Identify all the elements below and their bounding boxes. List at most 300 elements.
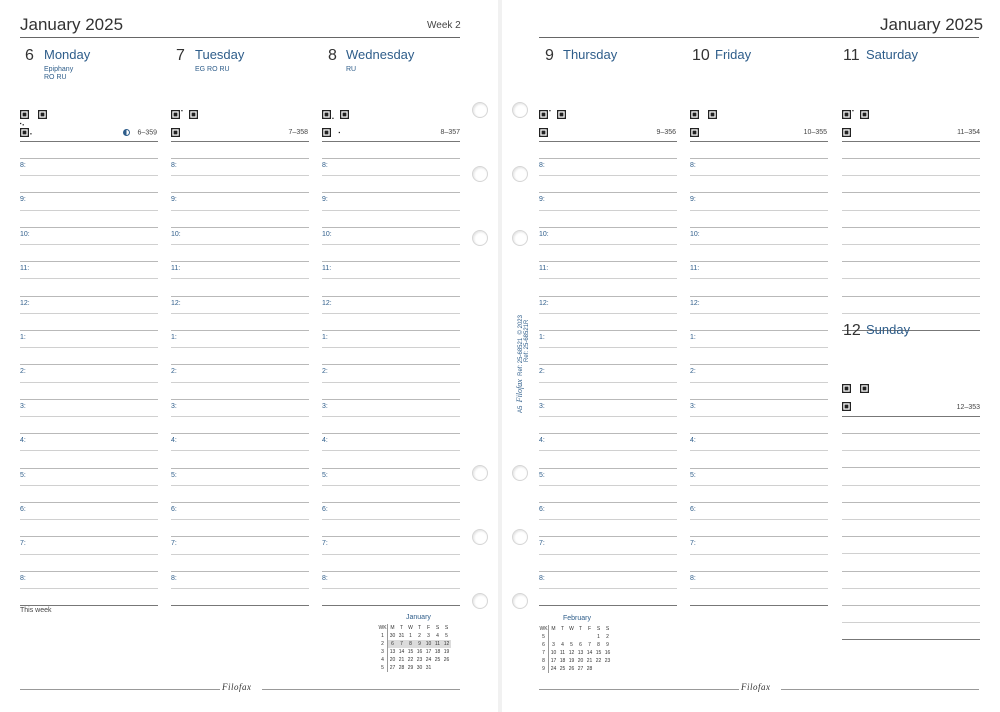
half-hour-rule xyxy=(20,485,158,486)
half-hour-rule xyxy=(690,382,828,383)
hour-rule xyxy=(322,227,460,228)
hour-rule xyxy=(20,364,158,365)
hour-rule xyxy=(842,571,980,572)
mini-cal-day: 5 xyxy=(445,633,448,639)
footer-rule xyxy=(262,689,460,690)
qr-rule xyxy=(842,141,980,142)
qr-code-icon xyxy=(842,110,869,137)
half-hour-rule xyxy=(690,450,828,451)
half-hour-rule xyxy=(539,210,677,211)
day-name: Wednesday xyxy=(346,47,415,62)
mini-cal-header: T xyxy=(399,625,404,631)
hour-rule xyxy=(842,433,980,434)
hour-rule xyxy=(322,433,460,434)
half-hour-rule xyxy=(20,313,158,314)
mini-cal-header: M xyxy=(551,626,556,632)
half-hour-rule xyxy=(690,347,828,348)
half-hour-rule xyxy=(322,278,460,279)
hour-rule xyxy=(322,330,460,331)
hour-rule xyxy=(171,468,309,469)
half-hour-rule xyxy=(842,210,980,211)
hour-label: 3: xyxy=(171,402,177,410)
half-hour-rule xyxy=(322,519,460,520)
day-number: 10 xyxy=(692,47,710,64)
qr-rule xyxy=(171,141,309,142)
mini-cal-day: 24 xyxy=(425,657,432,663)
half-hour-rule xyxy=(539,485,677,486)
day-count: 7–358 xyxy=(288,129,308,136)
mini-cal-day: 30 xyxy=(416,665,423,671)
mini-cal-day xyxy=(594,665,603,673)
qr-code-icon xyxy=(322,110,349,137)
week-label: Week 2 xyxy=(427,20,461,31)
end-rule xyxy=(322,605,460,606)
hour-label: 12: xyxy=(20,299,30,307)
hour-rule xyxy=(539,227,677,228)
mini-cal-day: 3 xyxy=(552,642,555,648)
mini-cal-header: T xyxy=(417,625,422,631)
hour-rule xyxy=(842,158,980,159)
mini-cal-day: 15 xyxy=(595,650,602,656)
mini-cal-day: 6 xyxy=(579,642,582,648)
hour-label: 6: xyxy=(539,506,545,513)
mini-cal-day: 17 xyxy=(550,658,557,664)
mini-cal-day: 12 xyxy=(443,641,450,647)
hour-label: 4: xyxy=(322,437,328,445)
hour-label: 5: xyxy=(171,471,177,479)
holiday-countries: EG RO RU xyxy=(195,66,230,73)
mini-cal-day: 31 xyxy=(398,633,405,639)
punch-hole xyxy=(512,230,528,246)
hour-rule xyxy=(171,536,309,537)
mini-cal-day: 26 xyxy=(443,657,450,663)
hour-label: 7: xyxy=(539,540,545,548)
mini-cal-day: 2 xyxy=(418,633,421,639)
mini-cal-day: 26 xyxy=(568,666,575,672)
half-hour-rule xyxy=(842,553,980,554)
hour-label: 1: xyxy=(322,334,328,341)
mini-cal-header: S xyxy=(596,626,601,632)
mini-cal-day: 1 xyxy=(597,634,600,640)
mini-cal-day: 31 xyxy=(425,665,432,671)
half-hour-rule xyxy=(171,313,309,314)
half-hour-rule xyxy=(322,313,460,314)
hour-rule xyxy=(539,502,677,503)
hour-rule xyxy=(171,261,309,262)
hour-label: 9: xyxy=(322,196,328,204)
end-rule xyxy=(842,639,980,640)
half-hour-rule xyxy=(842,244,980,245)
mini-cal-day: 21 xyxy=(586,658,593,664)
half-hour-rule xyxy=(690,485,828,486)
hour-rule xyxy=(20,261,158,262)
hour-label: 3: xyxy=(322,402,328,410)
footer-rule xyxy=(781,689,979,690)
hour-label: 4: xyxy=(539,437,545,445)
hour-label: 2: xyxy=(322,368,328,376)
mini-cal-day xyxy=(558,633,567,641)
half-hour-rule xyxy=(20,519,158,520)
mini-cal-header: F xyxy=(426,625,431,631)
hour-rule xyxy=(690,571,828,572)
mini-cal-day: 17 xyxy=(425,649,432,655)
half-hour-rule xyxy=(322,244,460,245)
hour-label: 6: xyxy=(171,506,177,513)
punch-hole xyxy=(472,230,488,246)
half-hour-rule xyxy=(20,175,158,176)
hour-label: 2: xyxy=(539,368,545,376)
half-hour-rule xyxy=(539,244,677,245)
mini-cal-day xyxy=(549,633,559,641)
mini-cal-day: 1 xyxy=(409,633,412,639)
holiday-name: Epiphany xyxy=(44,66,74,73)
mini-cal-day: 9 xyxy=(539,665,549,673)
punch-hole xyxy=(472,529,488,545)
hour-label: 5: xyxy=(539,471,545,479)
hour-label: 1: xyxy=(690,334,696,341)
day-number: 6 xyxy=(25,47,34,64)
mini-cal-day: 4 xyxy=(436,633,439,639)
day-name: Friday xyxy=(715,47,752,62)
hour-rule xyxy=(539,364,677,365)
mini-cal-header: F xyxy=(587,626,592,632)
copyright: © 2023 xyxy=(518,315,524,335)
mini-cal-day xyxy=(567,633,576,641)
hour-rule xyxy=(322,192,460,193)
mini-calendar-january xyxy=(378,624,451,672)
qr-rule xyxy=(322,141,460,142)
day-count: 10–355 xyxy=(803,129,827,136)
half-hour-rule xyxy=(690,313,828,314)
hour-rule xyxy=(842,605,980,606)
mini-cal-day: 14 xyxy=(586,650,593,656)
punch-hole xyxy=(472,593,488,609)
hour-rule xyxy=(171,192,309,193)
hour-rule xyxy=(322,536,460,537)
mini-cal-day: 16 xyxy=(604,650,611,656)
hour-rule xyxy=(20,468,158,469)
mini-cal-day: 10 xyxy=(550,650,557,656)
side-imprint-ref xyxy=(524,320,531,362)
hour-label: 8: xyxy=(690,162,696,169)
half-hour-rule xyxy=(539,519,677,520)
mini-cal-day: 24 xyxy=(550,666,557,672)
hour-label: 4: xyxy=(171,437,177,445)
hour-rule xyxy=(539,433,677,434)
half-hour-rule xyxy=(690,278,828,279)
hour-label: 12: xyxy=(322,299,332,307)
mini-cal-header: S xyxy=(435,625,440,631)
hour-rule xyxy=(171,399,309,400)
hour-label: 8: xyxy=(322,574,328,582)
hour-label: 8: xyxy=(20,574,26,582)
hour-rule xyxy=(842,261,980,262)
hour-label: 3: xyxy=(20,402,26,410)
hour-label: 10: xyxy=(20,230,30,238)
mini-cal-day: 3 xyxy=(427,633,430,639)
hour-label: 2: xyxy=(171,368,177,376)
mini-cal-day: 7 xyxy=(539,649,549,657)
half-hour-rule xyxy=(171,450,309,451)
hour-rule xyxy=(690,158,828,159)
hour-rule xyxy=(20,227,158,228)
mini-cal-day: 5 xyxy=(570,642,573,648)
half-hour-rule xyxy=(842,622,980,623)
qr-rule xyxy=(842,416,980,417)
mini-cal-day: 19 xyxy=(568,658,575,664)
hour-label: 10: xyxy=(322,230,332,238)
half-hour-rule xyxy=(322,210,460,211)
hour-rule xyxy=(690,227,828,228)
half-hour-rule xyxy=(20,210,158,211)
day-count: 11–354 xyxy=(957,129,980,136)
hour-rule xyxy=(690,192,828,193)
hour-label: 8: xyxy=(690,574,696,582)
half-hour-rule xyxy=(171,416,309,417)
mini-cal-day: 4 xyxy=(378,656,388,664)
half-hour-rule xyxy=(690,210,828,211)
half-hour-rule xyxy=(539,382,677,383)
mini-cal-day: 27 xyxy=(389,665,396,671)
half-hour-rule xyxy=(171,210,309,211)
hour-rule xyxy=(20,330,158,331)
hour-rule xyxy=(690,261,828,262)
punch-hole xyxy=(512,102,528,118)
hour-label: 7: xyxy=(322,540,328,548)
half-hour-rule xyxy=(539,416,677,417)
half-hour-rule xyxy=(690,244,828,245)
mini-cal-day: 7 xyxy=(397,640,406,648)
half-hour-rule xyxy=(322,347,460,348)
mini-cal-header: S xyxy=(605,626,610,632)
mini-cal-day: 10 xyxy=(425,641,432,647)
day-number: 8 xyxy=(328,47,337,64)
hour-label: 12: xyxy=(539,299,549,307)
hour-rule xyxy=(322,158,460,159)
half-hour-rule xyxy=(690,588,828,589)
hour-label: 11: xyxy=(539,265,549,273)
mini-cal-day: 3 xyxy=(378,648,388,656)
half-hour-rule xyxy=(322,588,460,589)
hour-label: 11: xyxy=(322,265,332,273)
hour-rule xyxy=(690,502,828,503)
day-name: Saturday xyxy=(866,47,919,62)
mini-cal-day xyxy=(442,664,451,672)
half-hour-rule xyxy=(539,588,677,589)
punch-hole xyxy=(512,529,528,545)
half-hour-rule xyxy=(842,450,980,451)
hour-rule xyxy=(20,502,158,503)
mini-cal-day: 9 xyxy=(606,642,609,648)
mini-calendar-february xyxy=(539,625,612,673)
mini-cal-header: T xyxy=(560,626,565,632)
hour-label: 9: xyxy=(20,196,26,204)
mini-cal-day: 28 xyxy=(398,665,405,671)
hour-rule xyxy=(171,296,309,297)
day-name: Sunday xyxy=(866,322,911,337)
hour-rule xyxy=(171,502,309,503)
mini-cal-day: 13 xyxy=(389,649,396,655)
hour-rule xyxy=(20,192,158,193)
hour-label: 3: xyxy=(539,402,545,410)
half-hour-rule xyxy=(322,175,460,176)
mini-cal-day: 8 xyxy=(406,640,415,648)
hour-rule xyxy=(690,330,828,331)
hour-label: 5: xyxy=(690,471,696,479)
hour-label: 12: xyxy=(171,299,181,307)
mini-cal-header: M xyxy=(390,625,395,631)
holiday-countries: RO RU xyxy=(44,74,67,81)
hour-label: 11: xyxy=(690,265,700,273)
half-hour-rule xyxy=(690,175,828,176)
hour-rule xyxy=(20,433,158,434)
half-hour-rule xyxy=(20,347,158,348)
mini-cal-header: T xyxy=(578,626,583,632)
half-hour-rule xyxy=(842,313,980,314)
mini-cal-header: WK xyxy=(539,626,548,632)
left-page xyxy=(0,0,498,712)
hour-label: 8: xyxy=(171,574,177,582)
qr-code-icon xyxy=(539,110,566,137)
hour-rule xyxy=(539,296,677,297)
hour-label: 9: xyxy=(690,196,696,204)
day-number: 12 xyxy=(843,322,861,339)
hour-label: 7: xyxy=(20,540,26,548)
half-hour-rule xyxy=(20,416,158,417)
hour-label: 7: xyxy=(690,540,696,548)
half-hour-rule xyxy=(20,588,158,589)
hour-label: 6: xyxy=(322,506,328,513)
hour-rule xyxy=(690,433,828,434)
mini-cal-day: 13 xyxy=(577,650,584,656)
first-quarter-moon-icon xyxy=(123,129,130,136)
mini-cal-day: 16 xyxy=(416,649,423,655)
hour-label: 1: xyxy=(539,334,545,341)
half-hour-rule xyxy=(20,450,158,451)
qr-code-icon xyxy=(842,384,869,411)
hour-rule xyxy=(539,399,677,400)
day-number: 7 xyxy=(176,47,185,64)
qr-code-icon xyxy=(171,110,198,137)
half-hour-rule xyxy=(20,244,158,245)
half-hour-rule xyxy=(690,554,828,555)
hour-rule xyxy=(322,502,460,503)
half-hour-rule xyxy=(171,588,309,589)
mini-cal-day: 18 xyxy=(559,658,566,664)
hour-rule xyxy=(842,502,980,503)
hour-label: 8: xyxy=(539,162,545,169)
half-hour-rule xyxy=(842,175,980,176)
footer-rule xyxy=(20,689,220,690)
hour-rule xyxy=(171,364,309,365)
hour-rule xyxy=(842,467,980,468)
hour-rule xyxy=(322,571,460,572)
half-hour-rule xyxy=(171,244,309,245)
day-name: Thursday xyxy=(563,47,618,62)
half-hour-rule xyxy=(171,519,309,520)
mini-cal-day: 7 xyxy=(588,642,591,648)
punch-hole xyxy=(512,593,528,609)
mini-cal-day: 6 xyxy=(539,641,549,649)
mini-cal-day: 12 xyxy=(568,650,575,656)
hour-rule xyxy=(322,261,460,262)
half-hour-rule xyxy=(322,450,460,451)
half-hour-rule xyxy=(20,382,158,383)
hour-label: 6: xyxy=(20,506,26,513)
hour-rule xyxy=(842,296,980,297)
mini-cal-day: 30 xyxy=(389,633,396,639)
hour-label: 8: xyxy=(539,574,545,582)
month-title: January 2025 xyxy=(20,15,124,34)
day-count: 9–356 xyxy=(656,129,676,136)
hour-rule xyxy=(539,158,677,159)
mini-cal-day: 6 xyxy=(388,640,398,648)
half-hour-rule xyxy=(322,382,460,383)
mini-cal-day: 28 xyxy=(586,666,593,672)
hour-rule xyxy=(20,399,158,400)
mini-cal-day: 14 xyxy=(398,649,405,655)
punch-hole xyxy=(472,166,488,182)
mini-cal-day: 23 xyxy=(604,658,611,664)
mini-cal-day xyxy=(585,633,594,641)
hour-rule xyxy=(690,364,828,365)
qr-rule xyxy=(539,141,677,142)
hour-rule xyxy=(322,296,460,297)
half-hour-rule xyxy=(690,519,828,520)
hour-rule xyxy=(20,536,158,537)
mini-cal-day: 29 xyxy=(407,665,414,671)
day-name: Monday xyxy=(44,47,91,62)
hour-rule xyxy=(20,571,158,572)
day-count xyxy=(97,129,157,136)
half-hour-rule xyxy=(171,554,309,555)
day-number: 11 xyxy=(843,47,860,64)
day-count: 8–357 xyxy=(440,129,460,136)
mini-calendar-title: January xyxy=(406,614,431,621)
half-hour-rule xyxy=(171,382,309,383)
mini-cal-day: 18 xyxy=(434,649,441,655)
ref-number: Ref: 25-68521 xyxy=(518,337,524,376)
hour-rule xyxy=(690,296,828,297)
mini-cal-day xyxy=(576,633,585,641)
hour-label: 1: xyxy=(171,334,177,341)
punch-hole xyxy=(472,102,488,118)
hour-rule xyxy=(539,468,677,469)
mini-cal-day xyxy=(603,665,612,673)
end-rule xyxy=(539,605,677,606)
punch-hole xyxy=(472,465,488,481)
half-hour-rule xyxy=(842,588,980,589)
end-rule xyxy=(171,605,309,606)
mini-cal-header: S xyxy=(444,625,449,631)
half-hour-rule xyxy=(842,519,980,520)
hour-rule xyxy=(322,364,460,365)
day-name: Tuesday xyxy=(195,47,245,62)
half-hour-rule xyxy=(539,175,677,176)
half-hour-rule xyxy=(322,416,460,417)
half-hour-rule xyxy=(20,278,158,279)
mini-cal-header: WK xyxy=(378,625,387,631)
mini-cal-day: 23 xyxy=(416,657,423,663)
hour-rule xyxy=(539,330,677,331)
end-rule xyxy=(842,330,980,331)
mini-cal-day: 2 xyxy=(378,640,388,648)
brand-logo: Filofax xyxy=(741,682,771,692)
half-hour-rule xyxy=(842,485,980,486)
mini-cal-day: 19 xyxy=(443,649,450,655)
half-hour-rule xyxy=(539,554,677,555)
day-number: 9 xyxy=(545,47,554,64)
